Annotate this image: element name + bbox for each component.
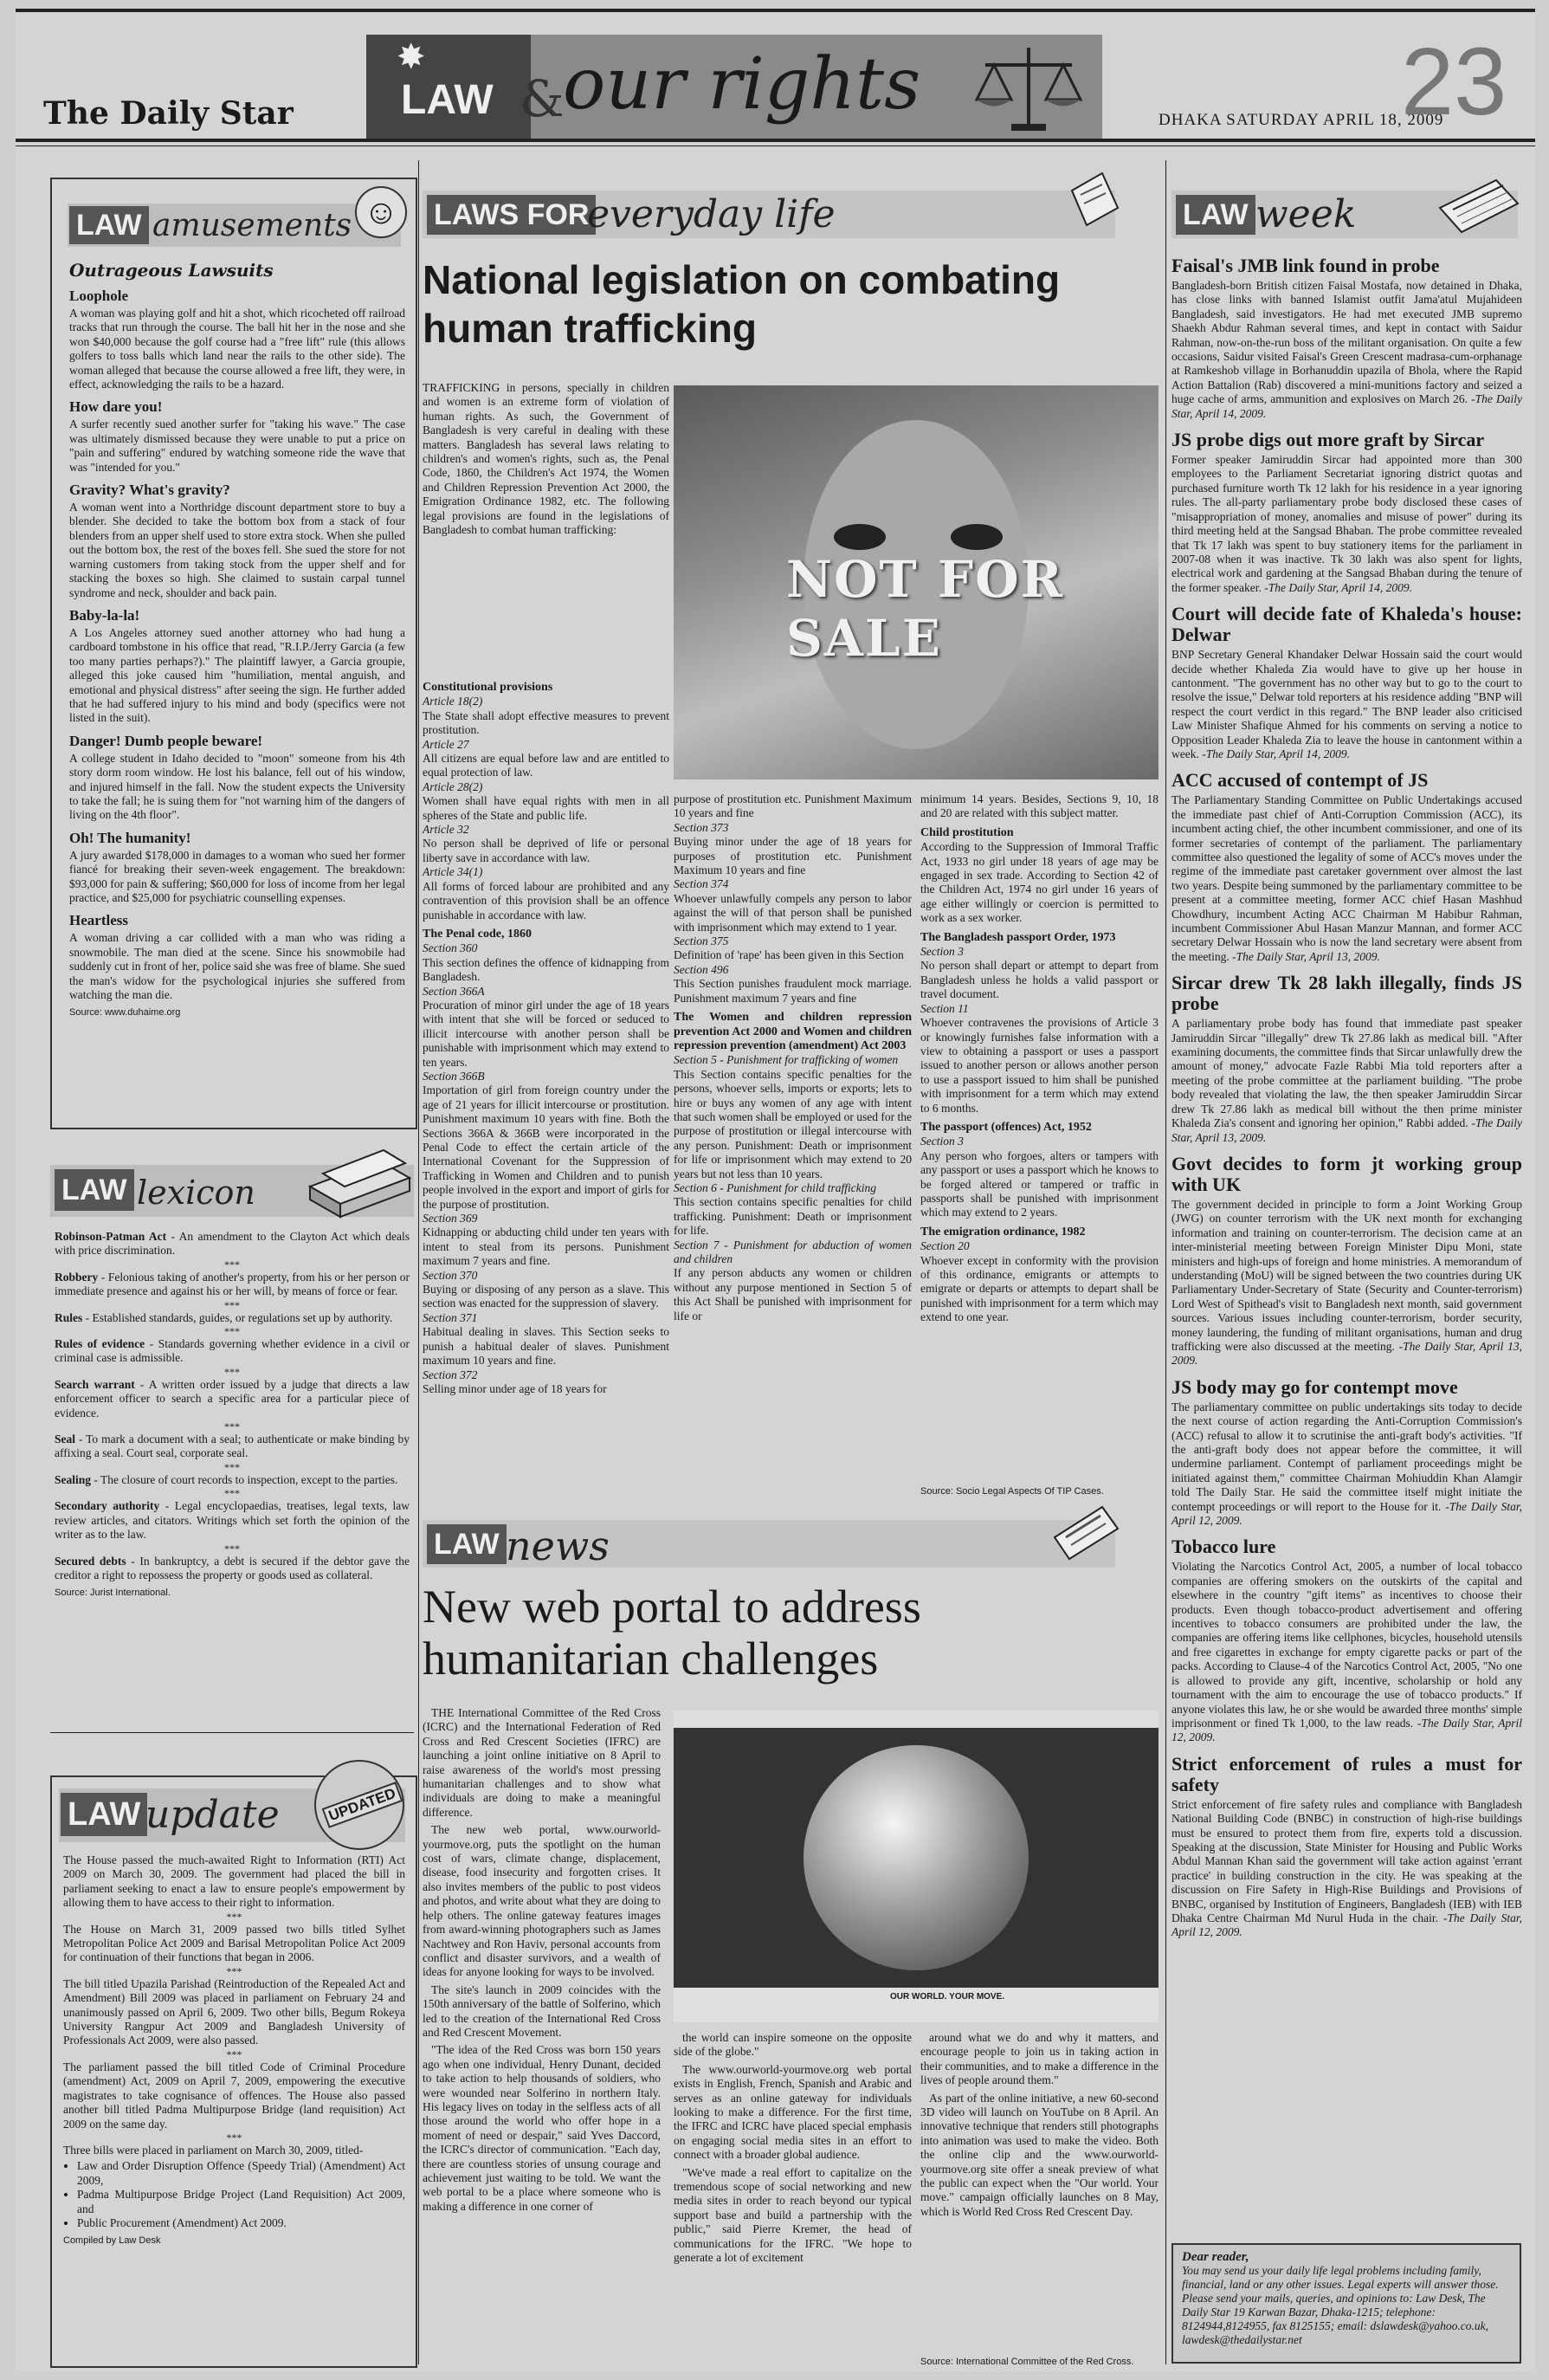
week-story-text: The Parliamentary Standing Committee on Public Undertakings accused the immediate past chief of Anti-Corruption Commission (ACC), its incumbent acting chief, the other incumbent commissioner, and one of its former secretaries of contempt of the parliament. The parliamentary committee also questioned the legality of some of ACC's moves under the regime of the immediate past caretaker government over almost the last two years. Despite being summoned by the parliamentary committee to be present at a committee meeting, former ACC chief Hasan Mashhud Chowdhury, incumbent Acting ACC Chairman M Habibur Rahman, incumbent Commissioner Abul Hasan Manzur Mannan, and former ACC secretary Delwar Hossain who is now the land secretary were absent from the meeting. — [1171, 793, 1522, 963]
section-label: Section 3 — [920, 945, 964, 959]
lexicon-entry — [55, 1555, 410, 1583]
section-text: This Section contains specific penalties for the persons, whoever sells, imports or exports; lets to hire or buys any women of any age with intent that such women shall be employed or used for the purpose of prostitution or illegal intercourse with any person. Punishment: Death or imprisonment for life or imprisonment which may extend to 20 years but not less than 10 years. — [674, 1067, 912, 1180]
law-heading: The Bangladesh passport Order, 1973 — [920, 930, 1116, 944]
column-separator-left — [418, 160, 419, 2364]
dateline: DHAKA SATURDAY APRIL 18, 2009 — [1159, 111, 1444, 129]
week-story-text: Former speaker Jamiruddin Sircar had appointed more than 300 employees to the Parliament Secretariat ignoring district quotas and purchased furniture worth Tk 12 lakh for his residence in a year ignoring rules. The all-party parliamentary probe body disclosed these cases of "misappropriation of money, anomalies and misuse of power" during its third meeting held at the Sangsad Bhaban. The probe committee revealed that Tk 17 lakh was spent to buy stationery items for the parliament in 2007-08 when it was inactive. Tk 30 lakh was also spent for lights, electrical work and gardening at the Sangsad Bhaban during the tenure of the former speaker. — [1171, 453, 1522, 594]
scales-of-justice-icon — [972, 39, 1085, 134]
news-paragraph: THE International Committee of the Red Cross (ICRC) and the International Federation of Red Cross and Red Crescent Societies (IFRC) are launching a joint online initiative on 8 April to raise awareness of the world's most pressing humanitarian challenges and to show what individuals are doing to make a meaningful difference. — [423, 1706, 661, 1819]
section-text: Buying or disposing of any person as a slave. This section was enacted for the suppression of slavery. — [423, 1283, 669, 1310]
lexicon-definition: - A written order issued by a judge that directs a law enforcement officer to search a specific area for a particular piece of evidence. — [55, 1377, 410, 1420]
week-story-text: The parliamentary committee on public undertakings sits today to decide the next course of action regarding the Anti-Corruption Commission's (ACC) refusal to allow it to scrutinise the anti-graft body's activities. "If the anti-graft body does not appear before the committee, it will undermine parliament. Contempt of parliament proceedings might be initiated against them," committee Chairman Mohiuddin Khan Alamgir told The Daily Star. He said the committee itself might initiate the contempt proceedings or will report to the House for it. — [1171, 1400, 1522, 1513]
section-label: Section 20 — [920, 1239, 970, 1253]
amusement-text: A surfer recently sued another surfer for "taking his wave." The case was ultimately dismissed because they were unable to put a price on "pain and suffering" endured by watching someone ride the wave that was "intended for you." — [69, 417, 405, 474]
news-paragraph: the world can inspire someone on the opposite side of the globe." — [674, 2031, 912, 2059]
news-paragraph: "The idea of the Red Cross was born 150 years ago when one individual, Henry Dunant, decided to take action to help thousands of soldiers, who were wounded near Solferino in northern Italy. His legacy lives on today in the selfless acts of all those around the world who offer hope in a moment of need or despair," said Yves Daccord, the ICRC's director of communication. "Each day, there are countless stories of unsung courage and achievement just waiting to be told. We want the web portal to be a place where someone who is making a difference in one corner of — [423, 2043, 661, 2213]
week-story — [1171, 1560, 1522, 1744]
lexicon-term: Robbery — [55, 1270, 99, 1284]
week-headline: ACC accused of contempt of JS — [1171, 769, 1429, 792]
lexicon-title: lexicon — [137, 1174, 255, 1212]
lexicon-term: Robinson-Patman Act — [55, 1230, 167, 1243]
everyday-headline: National legislation on combating human trafficking — [423, 257, 1061, 351]
newspaper-icon — [1050, 1498, 1120, 1563]
section-text: Procuration of minor girl under the age of 18 years with intent that she will be forced or seduced to illicit intercourse with another person shall be punishable with imprisonment which may extend to ten years. — [423, 998, 669, 1069]
lexicon-term: Rules of evidence — [55, 1337, 145, 1351]
lexicon-separator: *** — [224, 1258, 240, 1271]
photo-eye-left — [834, 524, 886, 550]
portal-tagline: OUR WORLD. YOUR MOVE. — [890, 1992, 1005, 2002]
law-heading: The emigration ordinance, 1982 — [920, 1225, 1086, 1239]
section-label: Section 369 — [423, 1212, 478, 1226]
section-label: Article 32 — [423, 823, 469, 837]
lexicon-source: Source: Jurist International. — [55, 1588, 171, 1599]
section-label: Article 18(2) — [423, 695, 483, 708]
week-content — [1171, 247, 1522, 1940]
law-heading: Child prostitution — [920, 825, 1014, 839]
photo-eye-right — [951, 524, 1003, 550]
section-label: Section 360 — [423, 941, 478, 955]
news-column-3 — [920, 2031, 1159, 2222]
week-story-source: -The Daily Star, April 14, 2009. — [1264, 580, 1412, 594]
week-headline: Strict enforcement of rules a must for safety — [1171, 1752, 1522, 1795]
update-paragraph: The House on March 31, 2009 passed two bills titled Sylhet Metropolitan Police Act 2009 and Barisal Metropolitan Police Act 2009 for continuation of their functions that began in 2006. — [63, 1922, 405, 1964]
section-text: According to the Suppression of Immoral Traffic Act, 1933 no girl under 18 years of age may be engaged in sex trade. According to Section 42 of the Children Act, 1974 no girl under 16 years of age either willingly or coercion is permitted to work as a sex worker. — [920, 840, 1159, 925]
update-bullet-list — [63, 2159, 405, 2230]
section-text: purpose of prostitution etc. Punishment Maximum 10 years and fine — [674, 792, 912, 820]
week-story — [1171, 1400, 1522, 1529]
update-source: Compiled by Law Desk — [63, 2235, 161, 2247]
week-story-source: -The Daily Star, April 14, 2009. — [1171, 392, 1522, 420]
section-label: Section 496 — [674, 962, 729, 976]
news-headline: New web portal to address humanitarian challenges — [423, 1581, 921, 1685]
amusements-source: Source: www.duhaime.org — [69, 1007, 181, 1019]
section-label: Section 371 — [423, 1310, 478, 1324]
lexicon-entry — [55, 1337, 410, 1366]
update-separator: *** — [226, 2131, 242, 2144]
amusements-content — [69, 260, 405, 1018]
section-label: Article 34(1) — [423, 865, 483, 879]
update-paragraph: The House passed the much-awaited Right to Information (RTI) Act 2009 on March 30, 2009. The government had placed the bill in parliament seeking to enact a law to ensure people's empowerment by allowing them to have access to their right to information. — [63, 1853, 405, 1910]
lexicon-definition: - In bankruptcy, a debt is secured if the debtor gave the creditor a right to repossess the property or goods used as collateral. — [55, 1554, 410, 1581]
column-separator-right — [1165, 160, 1166, 2364]
masthead-title: our rights — [563, 43, 921, 126]
everyday-column-1 — [423, 676, 669, 1396]
section-text: This section defines the offence of kidnapping from Bangladesh. — [423, 955, 669, 984]
section-text: Importation of girl from foreign country under the age of 21 years for illicit intercourse or prostitution. Punishment maximum 10 years with fine. Both the Sections 366A & 366B were incorporated in the Penal Code to effect the certain article of the International Covenant for the Suppression of Trafficking in Women and Children and to punish people involved in the export and import of girls for the purpose of prostitution. — [423, 1083, 669, 1211]
section-text: Whoever contravenes the provisions of Article 3 or knowingly furnishes false information with a view to obtaining a passport or uses a passport issued to another person or allows another person to use a passport issued to him shall be punished with imprisonment for a term which may extend to 6 months. — [920, 1016, 1159, 1115]
lexicon-entry — [55, 1499, 410, 1542]
section-label: Section 366B — [423, 1069, 485, 1083]
section-label: Section 11 — [920, 1001, 969, 1015]
week-headline: Tobacco lure — [1171, 1536, 1276, 1558]
web-portal-screenshot — [674, 1711, 1159, 2022]
page-number: 23 — [1401, 29, 1507, 135]
dear-reader-box — [1171, 2243, 1521, 2364]
everyday-source: Source: Socio Legal Aspects Of TIP Cases. — [920, 1486, 1104, 1497]
news-paragraph: The site's launch in 2009 coincides with the 150th anniversary of the battle of Solferino, which led to the creation of the International Red Cross and Red Crescent Movement. — [423, 1982, 661, 2039]
week-story-source: -The Daily Star, April 13, 2009. — [1171, 1339, 1523, 1368]
week-headline: JS probe digs out more graft by Sircar — [1171, 429, 1485, 451]
update-paragraph: Three bills were placed in parliament on March 30, 2009, titled- — [63, 2143, 364, 2157]
section-text: Kidnapping or abducting child under ten years with intent to steal from its persons. Punishment maximum 7 years and fine. — [423, 1226, 669, 1268]
updated-stamp-icon — [314, 1760, 404, 1850]
lexicon-definition: - Legal encyclopaedias, treatises, legal texts, law review articles, and citators. Writings which set forth the opinion of the writer as to the law. — [55, 1499, 410, 1542]
photo-caption: NOT FOR SALE — [786, 550, 1064, 668]
lexicon-content — [55, 1230, 410, 1598]
week-headline: Sircar drew Tk 28 lakh illegally, finds JS probe — [1171, 972, 1522, 1015]
news-paragraph: The www.ourworld-yourmove.org web portal exists in English, French, Spanish and Arabic and serves as an online gateway for individuals looking to make a difference. For the first time, the IFRC and ICRC have placed special emphasis on engaging social media sites in an effort to connect with a broader global audience. — [674, 2062, 912, 2162]
week-headline: Govt decides to form jt working group with UK — [1171, 1152, 1522, 1195]
law-heading: The Penal code, 1860 — [423, 927, 532, 941]
section-text: minimum 14 years. Besides, Sections 9, 10, 18 and 20 are related with this subject matter. — [920, 792, 1159, 820]
section-text: Whoever unlawfully compels any person to labor against the will of that person shall be punished with imprisonment which may extend to 1 year. — [674, 891, 912, 934]
lexicon-entry — [55, 1230, 410, 1258]
lexicon-definition: - Established standards, guides, or regulations set up by authority. — [82, 1310, 393, 1324]
amusements-law-tag: LAW — [69, 206, 149, 244]
amusement-text: A Los Angeles attorney sued another attorney who had hung a cardboard tombstone in his office that read, "R.I.P./Jerry Garcia (a few too many parties perhaps?)." The plaintiff lawyer, a Garcia groupie, alleged this joke caused him "humiliation, mental anguish, and emotional and physical distress" after seeing the sign. He further added that he had suffered injury to his mind and body (specifics were not listed in the suit). — [69, 625, 405, 725]
section-label: Section 3 — [920, 1135, 964, 1148]
lexicon-term: Rules — [55, 1310, 83, 1324]
lexicon-separator: *** — [224, 1298, 240, 1311]
lexicon-definition: - The closure of court records to inspection, except to the parties. — [91, 1472, 398, 1486]
news-column-2 — [674, 2031, 912, 2269]
week-story-text: A parliamentary probe body has found that immediate past speaker Jamiruddin Sircar "illegally" drew Tk 27.86 lakh as medical bill. "After examining documents, the committee finds that Sircar unlawfully drew the amount of money," advocate Fazle Rabbi Mia told reporters after a meeting of the probe committee at the parliament building. "The probe body revealed that violating the law, the then speaker Jamiruddin Sircar drew Tk 27.86 lakh as medical bill without the then prime minister Khaleda Zia's consent and ignoring her opinion," Rabbi added. — [1171, 1017, 1522, 1130]
update-paragraph: The bill titled Upazila Parishad (Reintroduction of the Repealed Act and Amendment) Bill 2009 was placed in parliament on February 24 and unanimously passed on April 6, 2009. Two other bills, Begum Rokeya University Rangpur Act 2009 and Bangladesh University of Professionals Act 2009, were also passed. — [63, 1976, 405, 2047]
lexicon-entry — [55, 1311, 410, 1325]
amusement-text: A woman went into a Northridge discount department store to buy a blender. She decided to take the bottom box from a stack of four blenders from an upper shelf used to store extra stock. When she pulled out the bottom box, the rest of the boxes fell. She sued the store for not warning customers from taking stock from the upper shelf and for stacking the boxes so high. She claimed to sustain carpal tunnel syndrome and neck, shoulder and back pain. — [69, 501, 405, 599]
smiley-face-icon: ☺ — [355, 186, 407, 238]
amusement-title: Heartless — [69, 912, 128, 929]
update-list — [63, 1853, 405, 2230]
section-label: Section 7 - Punishment for abduction of women and children — [674, 1238, 912, 1265]
lexicon-separator: *** — [224, 1487, 240, 1500]
dear-reader-text: You may send us your daily life legal problems including family, financial, land or any other issues. Legal experts will answer those. Please send your mails, queries, and opinions to: Law Desk, The Daily Star 19 Karwan Bazar, Dhaka-1215; telephone: 8124944,8124955, fax 8125155; email: dslawdesk@yahoo.co.uk, lawdesk@thedailystar.net — [1182, 2264, 1499, 2346]
section-text: Habitual dealing in slaves. This Section seeks to punish a habitual dealer of slaves. Punishment maximum 10 years and fine. — [423, 1325, 669, 1368]
law-heading: Constitutional provisions — [423, 681, 553, 694]
amusement-title: Loophole — [69, 288, 129, 304]
update-bullet: • Public Procurement (Amendment) Act 2009. — [77, 2216, 405, 2230]
week-story-source: -The Daily Star, April 12, 2009. — [1171, 1911, 1522, 1939]
amusement-text: A college student in Idaho decided to "moon" someone from his 4th story dorm room window. He lost his balance, fell out of his window, and injured himself in the fall. Now the student expects the University to take the fall; he is suing them for "not warning him of the dangers of living on the 4th floor". — [69, 751, 405, 822]
lexicon-term: Secured debts — [55, 1554, 126, 1568]
week-headline: Court will decide fate of Khaleda's house: Delwar — [1171, 603, 1522, 646]
week-story-text: Strict enforcement of fire safety rules and compliance with Bangladesh National Building Code (BNBC) in construction of high-rise buildings must be ensured to protect them from fire, experts told a discussion. Speaking at the discussion, State Minister for Housing and Public Works Abdul Mannan Khan said the government will take action against 'errant practice' in building construction in the city. He was speaking at the discussion on Fire Safety in High-Rise Buildings and Provisions of BNBC, organised by Institution of Engineers, Bangladesh (IEB) with IEB Dhaka Centre Chairman Md Nurul Huda in the chair. — [1171, 1797, 1522, 1924]
section-label: Section 373 — [674, 820, 729, 834]
section-text: Buying minor under the age of 18 years for purposes of prostitution etc. Punishment Maximum 10 years and fine — [674, 835, 912, 877]
everyday-intro-text: TRAFFICKING in persons, specially in children and women is an extreme form of violation of human rights. As such, the Government of Bangladesh is very careful in dealing with these matters. Bangladesh has several laws relating to children's and women's rights, such as, the Penal Code, 1860, the Children's Act 1974, the Women and Children Repression Prevention Act 2000, the Emigration Ordinance 1982, etc. The following legal provisions are found in the legislations of Bangladesh to combat human trafficking: — [423, 381, 669, 537]
amusement-text: A woman driving a car collided with a man who was riding a snowmobile. The man died at the scene. Since his snowmobile had suddenly cut in front of her, police said she was free of blame. She sued the man's widow for the psychological injuries she suffered from watching the man die. — [69, 931, 405, 1002]
lexicon-separator: *** — [224, 1325, 240, 1338]
week-story-source: -The Daily Star, April 12, 2009. — [1171, 1499, 1523, 1528]
news-column-1 — [423, 1706, 661, 2217]
lexicon-separator: *** — [224, 1365, 240, 1378]
lexicon-term: Sealing — [55, 1472, 92, 1486]
lexicon-separator: *** — [224, 1542, 240, 1555]
ampersand: & — [520, 69, 565, 128]
update-title: update — [145, 1793, 280, 1837]
amusement-title: How dare you! — [69, 398, 163, 416]
amusements-title: amusements — [152, 208, 352, 243]
update-separator: *** — [226, 1910, 242, 1923]
section-text: This section contains specific penalties for child trafficking. Punishment: Death or imprisonment for life. — [674, 1195, 912, 1238]
news-title: news — [506, 1523, 610, 1569]
lexicon-entry — [55, 1473, 410, 1487]
week-story — [1171, 1198, 1522, 1368]
week-law-tag: LAW — [1176, 195, 1255, 235]
section-label: Section 5 - Punishment for trafficking of women — [674, 1053, 899, 1067]
update-bullet: • Padma Multipurpose Bridge Project (Land Requisition) Act 2009, and — [77, 2188, 405, 2216]
section-label: Section 375 — [674, 935, 729, 948]
week-story-source: -The Daily Star, April 13, 2009. — [1232, 949, 1380, 963]
update-bullet: • Law and Order Disruption Offence (Speedy Trial) (Amendment) Act 2009, — [77, 2159, 405, 2188]
section-text: All citizens are equal before law and are entitled to equal protection of law. — [423, 752, 669, 779]
masthead-law-tag: LAW — [401, 77, 494, 123]
lexicon-term: Secondary authority — [55, 1499, 160, 1513]
lexicon-law-tag: LAW — [55, 1169, 134, 1211]
top-rule — [16, 9, 1535, 12]
week-story — [1171, 793, 1522, 964]
week-headline: Faisal's JMB link found in probe — [1171, 255, 1440, 276]
everyday-title: everyday life — [587, 192, 836, 236]
section-text: If any person abducts any women or children without any purpose mentioned in Section 5 of this Act Shall be punished with imprisonment for life or — [674, 1266, 912, 1323]
week-story-source: -The Daily Star, April 13, 2009. — [1171, 1116, 1522, 1144]
section-text: No person shall be deprived of life or personal liberty save in accordance with law. — [423, 837, 669, 864]
everyday-column-2 — [674, 792, 912, 1323]
dear-reader-content — [1173, 2245, 1520, 2352]
paper-logo: The Daily Star — [43, 95, 294, 132]
lexicon-term: Seal — [55, 1433, 76, 1446]
news-source: Source: International Committee of the Red Cross. — [920, 2357, 1134, 2367]
week-story-source: -The Daily Star, April 14, 2009. — [1202, 747, 1350, 760]
lexicon-entry — [55, 1433, 410, 1461]
news-law-tag: LAW — [427, 1524, 507, 1564]
week-story-text: Bangladesh-born British citizen Faisal Mostafa, now detained in Dhaka, has close links with banned Islamist outfit Jama'atul Mujahideen Bangladesh, said investigators. He had met executed JMB supremo Shaekh Abdur Rahman several times, and kept in contact with Saidur Rahman, now-on-the-run boss of the militant organisation. On quite a few occasions, Saidur visited Faisal's Green Crescent madrasa-cum-orphanage at Ramkeshob village in Borhanuddin upazila of Bhola, where the Rapid Action Battalion (Rab) discovered a mini-munitions factory and seized a huge cache of arms, ammunition and explosives on March 26. — [1171, 279, 1522, 406]
update-paragraph: The parliament passed the bill titled Code of Criminal Procedure (amendment) Act, 2009 on April 7, 2009, empowering the executive magistrates to take cognisance of offences. The House also passed another bill titled Padma Multipurpose Bridge (land requisition) Act 2009 on the same day. — [63, 2060, 405, 2131]
everyday-law-tag: LAWS FOR — [427, 195, 596, 235]
update-separator: *** — [226, 1964, 242, 1977]
lexicon-entry — [55, 1271, 410, 1299]
week-story — [1171, 1798, 1522, 1940]
section-text: No person shall depart or attempt to depart from Bangladesh unless he holds a valid passport or travel document. — [920, 959, 1159, 1001]
update-law-tag: LAW — [61, 1793, 147, 1836]
section-label: Section 374 — [674, 877, 729, 891]
week-story — [1171, 1017, 1522, 1145]
books-icon — [301, 1135, 414, 1221]
masthead-bottom-rule — [16, 139, 1535, 142]
dear-reader-title: Dear reader, — [1182, 2250, 1249, 2264]
news-paragraph: "We've made a real effort to capitalize on the tremendous scope of social networking and new media sites in order to reach beyond our typical support base and build a partnership with the public," said Pierre Kremer, the head of communications for the IFRC. "We hope to generate a lot of excitement — [674, 2165, 912, 2265]
week-story — [1171, 453, 1522, 595]
section-text: The State shall adopt effective measures to prevent prostitution. — [423, 708, 669, 737]
section-label: Article 27 — [423, 737, 469, 751]
amusements-list — [69, 288, 405, 1002]
stamp-label: UPDATED — [322, 1782, 403, 1828]
amusement-title: Danger! Dumb people beware! — [69, 732, 263, 749]
everyday-intro — [423, 381, 669, 537]
week-story — [1171, 648, 1522, 761]
amusement-title: Oh! The humanity! — [69, 829, 191, 846]
newspaper-page — [16, 9, 1535, 2371]
law-heading: The passport (offences) Act, 1952 — [920, 1120, 1092, 1134]
section-text: This Section punishes fraudulent mock marriage. Punishment maximum 7 years and fine — [674, 977, 912, 1005]
amusement-title: Baby-la-la! — [69, 606, 140, 624]
section-label: Section 372 — [423, 1368, 478, 1381]
lexicon-term: Search warrant — [55, 1377, 135, 1391]
globe-image — [804, 1745, 1029, 1970]
lexicon-list — [55, 1230, 410, 1582]
week-headline: JS body may go for contempt move — [1171, 1375, 1458, 1398]
section-label: Section 366A — [423, 984, 485, 998]
lexicon-definition: - Felonious taking of another's property, from his or her person or immediate presence and against his or her will, by means of force or fear. — [55, 1270, 410, 1298]
lexicon-separator: *** — [224, 1420, 240, 1433]
lexicon-definition: - To mark a document with a seal; to authenticate or make binding by affixing a seal. Court seal, corporate seal. — [55, 1433, 410, 1460]
section-text: All forms of forced labour are prohibited and any contravention of this provision shall be an offence punishable in accordance with law. — [423, 879, 669, 922]
amusement-text: A woman was playing golf and hit a shot, which ricocheted off railroad tracks that run through the course. The ball hit her in the nose and she won $40,000 because the golf course had a "free lift" rule (this allows golfers to toss balls which land near the rails to the other side). The woman alleged that because the course allowed a free lift, they were, in effect, acknowledging the rails to be a hazard. — [69, 307, 405, 391]
week-story — [1171, 279, 1522, 421]
section-label: Section 370 — [423, 1268, 478, 1282]
week-story-text: Violating the Narcotics Control Act, 2005, a number of local tobacco companies are offering smokers on the outskirts of the capital and elsewhere in the country "gift items" as incentives to choose their products. Even though tobacco-product advertisement and offering incentives to tobacco consumers are prohibited under the law, the companies are offering items like cellphones, bicycles, household utensils and free cigarettes in exchange for empty cigarette packs or part of the packs. According to Clause-4 of the Narcotics Control Act, 2005, "No one is allowed to provide any gift, incentive, scholarship or hold any tournament with the aim to encourage the use of tobacco products." If anyone violates this law, he or she would be awarded three months' simple imprisonment or fined Tk 1,000, to the law reads. — [1171, 1560, 1522, 1730]
week-story-text: The government decided in principle to form a Joint Working Group (JWG) on counter terrorism with the UK next month for exchanging information and training on counter-terrorism. The decision came at an inter-ministerial meeting between Foreign Minister Dipu Moni, state ministers and high-ups of foreign and home ministries. A memorandum of understanding (MoU) will be signed between the two countries during UK Parliamentary Under-Secretary of State (Security and Counter-terrorism) Lord West of Spithead's visit to Bangladesh next month, said government sources. Various issues including counter-terrorism, border security, money laundering, the funding of militant organisations, human and drug trafficking were also discussed at the meeting. — [1171, 1197, 1522, 1353]
lexicon-definition: - An amendment to the Clayton Act which deals with price discrimination. — [55, 1230, 410, 1258]
amusement-text: A jury awarded $178,000 in damages to a woman who sued her former fiancé for breaking their seven-week engagement. The breakdown: $93,000 for pain & suffering; $60,000 for loss of income from her legal practice, and $25,000 for psychiatric counselling expenses. — [69, 848, 405, 904]
section-text: Women shall have equal rights with men in all spheres of the State and public life. — [423, 794, 669, 822]
star-icon: ✸ — [397, 37, 426, 76]
section-text: Selling minor under age of 18 years for — [423, 1381, 607, 1395]
news-paragraph: The new web portal, www.ourworld-yourmove.org, puts the spotlight on the human cost of wars, climate change, displacement, disease, food insecurity and forgotten crises. It also invites members of the public to post videos and photos, and write about what they are doing to help others. The online gateway features images from award-winning photographers such as James Nachtwey and Ron Haviv, personal accounts from conflict and disaster survivors, and a wealth of ideas for anyone looking for ways to be involved. — [423, 1823, 661, 1979]
week-story-text: BNP Secretary General Khandaker Delwar Hossain said the court would decide whether Khaleda Zia would have to give up her house in cantonment. "The government has no other way but to go to the court to resolve the issue," Delwar told reporters at his residence adding "BNP will respect the court verdict in this regard." The BNP leader also criticised Law Minister Shafique Ahmed for his comments on serving a notice to Opposition Leader Khaleda Zia to leave the house in cantonment within a week. — [1171, 648, 1522, 760]
amusement-title: Gravity? What's gravity? — [69, 482, 230, 499]
lexicon-separator: *** — [224, 1460, 240, 1473]
section-text: Whoever except in conformity with the provision of this ordinance, emigrants or attempts to emigrate or departs or attempts to depart shall be punished with imprisonment for a term which may extend to one year. — [920, 1253, 1159, 1324]
everyday-column-3 — [920, 792, 1159, 1325]
lexicon-definition: - Standards governing whether evidence in a civil or criminal case is admissible. — [55, 1337, 410, 1365]
lexicon-bottom-rule — [50, 1732, 414, 1733]
calendar-icon — [1436, 173, 1522, 238]
law-heading: The Women and children repression prevention Act 2000 and Women and children repression prevention (amendment) Act 2003 — [674, 1011, 912, 1052]
section-label: Article 28(2) — [423, 779, 483, 793]
section-label: Section 6 - Punishment for child trafficking — [674, 1180, 876, 1194]
update-separator: *** — [226, 2047, 242, 2060]
week-title: week — [1255, 192, 1357, 236]
amusements-heading: Outrageous Lawsuits — [69, 260, 274, 281]
lexicon-entry — [55, 1378, 410, 1420]
week-story-source: -The Daily Star, April 12, 2009. — [1171, 1716, 1522, 1744]
document-icon — [1068, 169, 1120, 230]
section-text: Definition of 'rape' has been given in this Section — [674, 948, 904, 962]
trafficking-photo — [674, 385, 1159, 779]
section-text: Any person who forgoes, alters or tampers with any passport or uses a passport which he knows to be forged altered or tampered or traffic in passports shall be punished with imprisonment which may extend to 2 years. — [920, 1148, 1159, 1219]
update-content — [63, 1853, 405, 2246]
news-paragraph: around what we do and why it matters, and encourage people to join us in taking action in their communities, and to make a difference in the lives of people around them." — [920, 2031, 1159, 2087]
news-paragraph: As part of the online initiative, a new 60-second 3D video will launch on YouTube on 8 April. An innovative technique that renders still photographs into animation was used to make the video. Both the online clip and the www.ourworld-yourmove.org site offer a sneak preview of what the public can expect when the "Our world. Your move." campaign officially launches on 8 May, which is World Red Cross Red Crescent Day. — [920, 2091, 1159, 2218]
portal-header — [674, 1711, 1159, 1728]
